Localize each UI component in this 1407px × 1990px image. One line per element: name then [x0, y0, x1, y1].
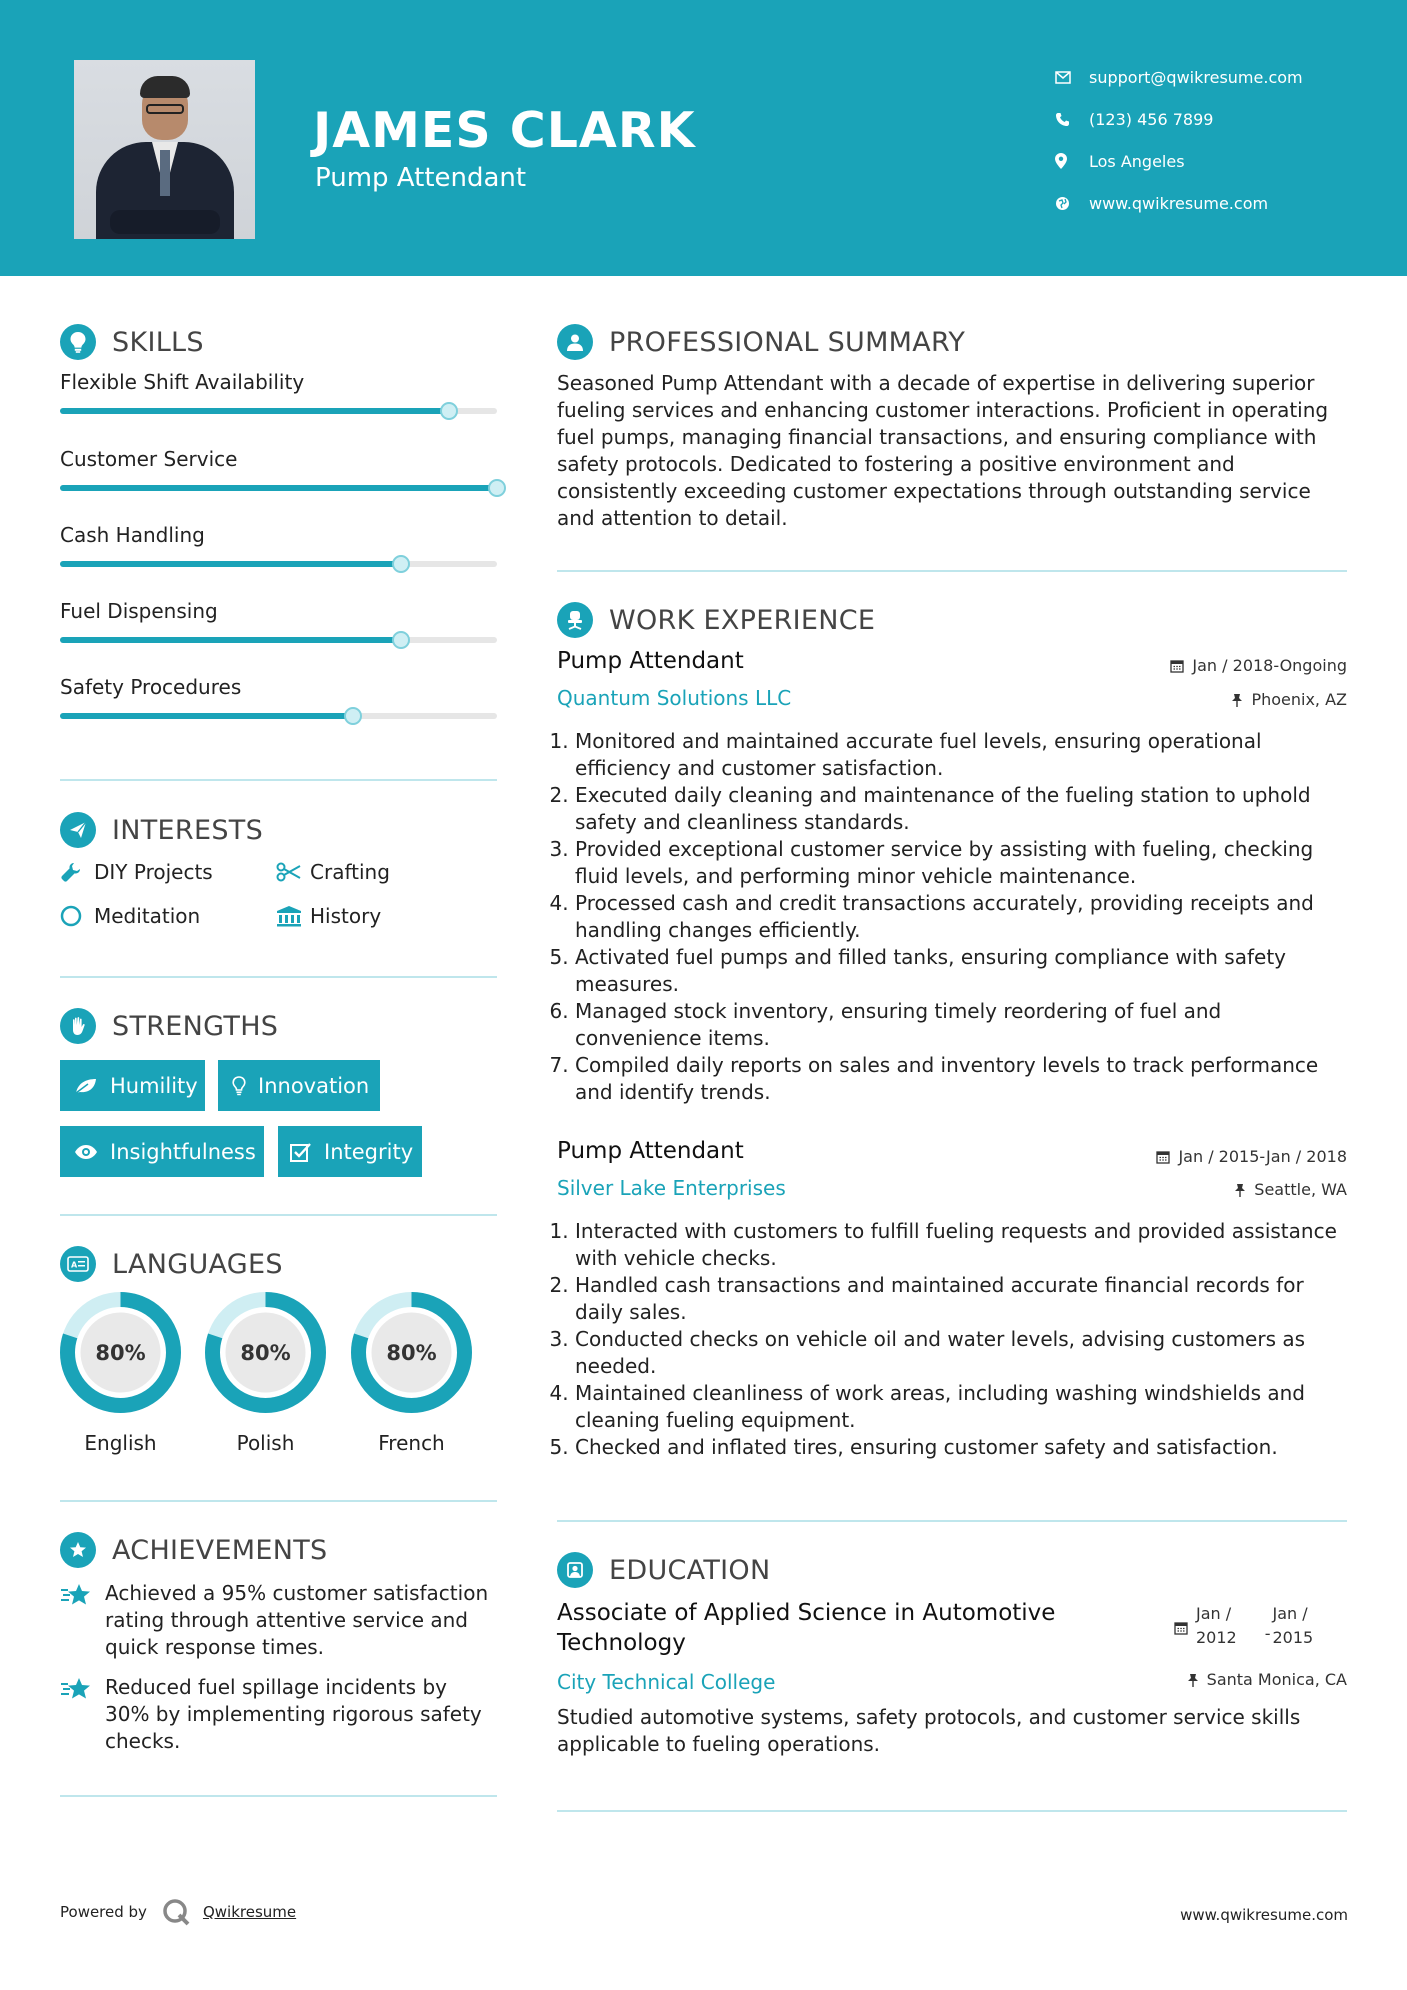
skills-heading-text: SKILLS — [112, 326, 204, 358]
education-heading — [557, 1552, 770, 1588]
language-donut — [351, 1292, 472, 1413]
achievements-heading — [60, 1532, 328, 1568]
strength-label: Innovation — [258, 1073, 370, 1098]
education-description: Studied automotive systems, safety protocols, and customer service skills applicable to fueling operations. — [557, 1705, 1301, 1756]
duty-item: 5. Checked and inflated tires, ensuring customer safety and satisfaction. — [575, 1434, 1347, 1461]
job-location-text: Seattle, WA — [1254, 1180, 1347, 1199]
star-icon — [60, 1674, 105, 1755]
brand-link[interactable]: Qwikresume — [202, 1903, 297, 1921]
skill-bar-track — [60, 408, 497, 414]
duty-item: 1. Interacted with customers to fulfill fueling requests and provided assistance with vehicle checks. — [575, 1218, 1347, 1272]
duty-item: 5. Activated fuel pumps and filled tanks, ensuring compliance with safety measures. — [575, 944, 1347, 998]
achievement-item — [60, 1580, 497, 1661]
star-badge-icon — [60, 1532, 96, 1568]
strength-tag — [278, 1126, 422, 1177]
section-divider — [557, 1520, 1347, 1522]
skill-bar-fill — [60, 713, 353, 719]
strength-tag — [60, 1060, 205, 1111]
language-donut — [205, 1292, 326, 1413]
paper-plane-icon — [60, 812, 96, 848]
company-name: Quantum Solutions LLC — [557, 686, 792, 710]
education-end-year: 2015 — [1272, 1628, 1314, 1647]
language-icon — [60, 1246, 96, 1282]
achievement-text: Achieved a 95% customer satisfaction rating through attentive service and quick response times. — [105, 1581, 489, 1659]
job-location — [1234, 1180, 1347, 1199]
achievements-heading-text: ACHIEVEMENTS — [112, 1534, 328, 1566]
language-name: French — [378, 1431, 445, 1455]
contact-email-text: support@qwikresume.com — [1089, 67, 1303, 87]
language-percent: 80% — [386, 1341, 437, 1365]
skill-item — [60, 523, 497, 547]
wrench-icon — [60, 861, 94, 883]
languages-heading-text: LANGUAGES — [112, 1248, 283, 1280]
interest-label: Crafting — [310, 860, 390, 884]
job-location — [1231, 690, 1347, 709]
skill-bar-fill — [60, 637, 401, 643]
degree-title: Associate of Applied Science in Automotive Technology — [557, 1600, 1056, 1656]
section-divider — [60, 779, 497, 781]
education-start-year: 2012 — [1196, 1628, 1237, 1647]
contact-phone-text: (123) 456 7899 — [1089, 109, 1214, 129]
calendar-icon — [1170, 659, 1184, 673]
skill-label: Flexible Shift Availability — [60, 370, 305, 394]
circle-icon — [60, 905, 94, 927]
skill-bar-track — [60, 485, 497, 491]
language-item — [205, 1292, 326, 1455]
pushpin-icon — [1234, 1183, 1246, 1197]
interest-label: DIY Projects — [94, 860, 213, 884]
skill-bar-track — [60, 637, 497, 643]
footer-powered-by — [60, 1897, 296, 1927]
strengths-heading-text: STRENGTHS — [112, 1010, 279, 1042]
interest-item — [60, 904, 200, 928]
section-divider — [557, 570, 1347, 572]
contact-website-text: www.qwikresume.com — [1089, 193, 1269, 213]
duty-list — [557, 728, 1347, 1106]
graduate-icon — [557, 1552, 593, 1588]
company-name: Silver Lake Enterprises — [557, 1176, 786, 1200]
profile-photo — [74, 60, 255, 239]
duty-item: 7. Compiled daily reports on sales and inventory levels to track performance and identify trends. — [575, 1052, 1347, 1106]
raised-hand-icon — [60, 1008, 96, 1044]
education-end-month: Jan / — [1272, 1604, 1308, 1623]
achievement-item — [60, 1674, 497, 1755]
summary-text: Seasoned Pump Attendant with a decade of expertise in delivering superior fueling services and enhancing customer interactions. Proficient in operating fuel pumps, managing financial transactions, and ensuring compliance with safety protocols. Dedicated to fostering a positive environment and consistently exceeding customer expectations through outstanding service and attention to detail. — [557, 371, 1329, 530]
language-name: English — [84, 1431, 157, 1455]
pushpin-icon — [1187, 1673, 1199, 1687]
section-divider — [60, 1214, 497, 1216]
skills-heading — [60, 324, 204, 360]
education-start-month: Jan / — [1196, 1604, 1232, 1623]
contact-location-text: Los Angeles — [1089, 151, 1185, 171]
skill-bar-knob — [344, 707, 362, 725]
strength-label: Integrity — [324, 1139, 414, 1164]
job-dates-text: Jan / 2015-Jan / 2018 — [1178, 1147, 1347, 1166]
skill-bar-knob — [488, 479, 506, 497]
interest-item — [276, 860, 390, 884]
job-dates-text: Jan / 2018-Ongoing — [1192, 656, 1347, 675]
skill-item — [60, 447, 497, 471]
job-location-text: Phoenix, AZ — [1251, 690, 1347, 709]
language-donut — [60, 1292, 181, 1413]
leaf-icon — [74, 1077, 98, 1095]
skill-bar-fill — [60, 408, 449, 414]
calendar-icon — [1156, 1150, 1170, 1164]
language-item — [351, 1292, 472, 1455]
duty-item: 4. Processed cash and credit transactions accurately, providing receipts and handling changes efficiently. — [575, 890, 1347, 944]
education-dates: Jan / 2012 - Jan / 2015 — [1174, 1602, 1313, 1650]
interest-label: Meditation — [94, 904, 201, 928]
skill-bar-track — [60, 713, 497, 719]
strength-tag — [60, 1126, 264, 1177]
interest-label: History — [310, 904, 382, 928]
experience-heading — [557, 602, 875, 638]
pushpin-icon — [1231, 693, 1243, 707]
interest-item — [60, 860, 213, 884]
skill-item — [60, 599, 497, 623]
lightbulb-icon — [60, 324, 96, 360]
lightbulb-icon — [232, 1076, 246, 1096]
job-title: Pump Attendant — [557, 648, 744, 674]
candidate-name: JAMES CLARK — [313, 102, 696, 159]
skill-bar-knob — [440, 402, 458, 420]
skill-bar-track — [60, 561, 497, 567]
skill-bar-knob — [392, 555, 410, 573]
skill-label: Fuel Dispensing — [60, 599, 218, 623]
duty-item: 6. Managed stock inventory, ensuring timely reordering of fuel and convenience items. — [575, 998, 1347, 1052]
interests-heading — [60, 812, 263, 848]
duty-item: 1. Monitored and maintained accurate fuel levels, ensuring operational efficiency and customer satisfaction. — [575, 728, 1347, 782]
candidate-title: Pump Attendant — [315, 163, 527, 193]
strengths-heading — [60, 1008, 278, 1044]
skill-label: Cash Handling — [60, 523, 205, 547]
job-dates — [1170, 656, 1347, 675]
skill-item — [60, 675, 497, 699]
duty-item: 3. Conducted checks on vehicle oil and water levels, advising customers as needed. — [575, 1326, 1347, 1380]
education-location — [1187, 1670, 1347, 1689]
summary-heading — [557, 324, 965, 360]
education-location-text: Santa Monica, CA — [1206, 1670, 1347, 1689]
language-percent: 80% — [240, 1341, 291, 1365]
job-dates — [1156, 1147, 1347, 1166]
qwikresume-logo-icon — [161, 1897, 191, 1927]
skill-bar-fill — [60, 485, 497, 491]
duty-item: 2. Executed daily cleaning and maintenance of the fueling station to uphold safety and cleanliness standards. — [575, 782, 1347, 836]
interest-item — [276, 904, 381, 928]
duty-item: 2. Handled cash transactions and maintained accurate financial records for daily sales. — [575, 1272, 1347, 1326]
section-divider — [557, 1810, 1347, 1812]
skill-label: Safety Procedures — [60, 675, 242, 699]
scissors-icon — [276, 862, 310, 882]
section-divider — [60, 976, 497, 978]
skill-label: Customer Service — [60, 447, 238, 471]
job-title: Pump Attendant — [557, 1138, 744, 1164]
strength-label: Insightfulness — [110, 1139, 256, 1164]
calendar-icon — [1174, 1602, 1188, 1650]
checkbox-icon — [290, 1142, 312, 1162]
strength-tag — [218, 1060, 380, 1111]
languages-heading — [60, 1246, 283, 1282]
museum-icon — [276, 905, 310, 927]
powered-by-text: Powered by — [60, 1903, 147, 1921]
language-name: Polish — [236, 1431, 295, 1455]
section-divider — [60, 1500, 497, 1502]
skill-bar-fill — [60, 561, 401, 567]
eye-icon — [74, 1144, 98, 1160]
school-name: City Technical College — [557, 1670, 776, 1694]
experience-heading-text: WORK EXPERIENCE — [609, 604, 876, 636]
duty-item: 3. Provided exceptional customer service by assisting with fueling, checking fluid levels, and performing minor vehicle maintenance. — [575, 836, 1347, 890]
main-column — [557, 0, 1347, 1990]
user-icon — [557, 324, 593, 360]
star-icon — [60, 1580, 105, 1661]
summary-heading-text: PROFESSIONAL SUMMARY — [609, 326, 966, 358]
section-divider — [60, 1795, 497, 1797]
achievement-text: Reduced fuel spillage incidents by 30% by implementing rigorous safety checks. — [105, 1675, 482, 1753]
interests-heading-text: INTERESTS — [112, 814, 264, 846]
strength-label: Humility — [110, 1073, 198, 1098]
language-percent: 80% — [95, 1341, 146, 1365]
office-chair-icon — [557, 602, 593, 638]
duty-item: 4. Maintained cleanliness of work areas, including washing windshields and cleaning fueling equipment. — [575, 1380, 1347, 1434]
duty-list — [557, 1218, 1347, 1461]
footer-website[interactable]: www.qwikresume.com — [1180, 1906, 1348, 1924]
education-heading-text: EDUCATION — [609, 1554, 771, 1586]
language-item — [60, 1292, 181, 1455]
skill-item — [60, 370, 497, 394]
svg-text:A: A — [71, 1260, 78, 1270]
skill-bar-knob — [392, 631, 410, 649]
